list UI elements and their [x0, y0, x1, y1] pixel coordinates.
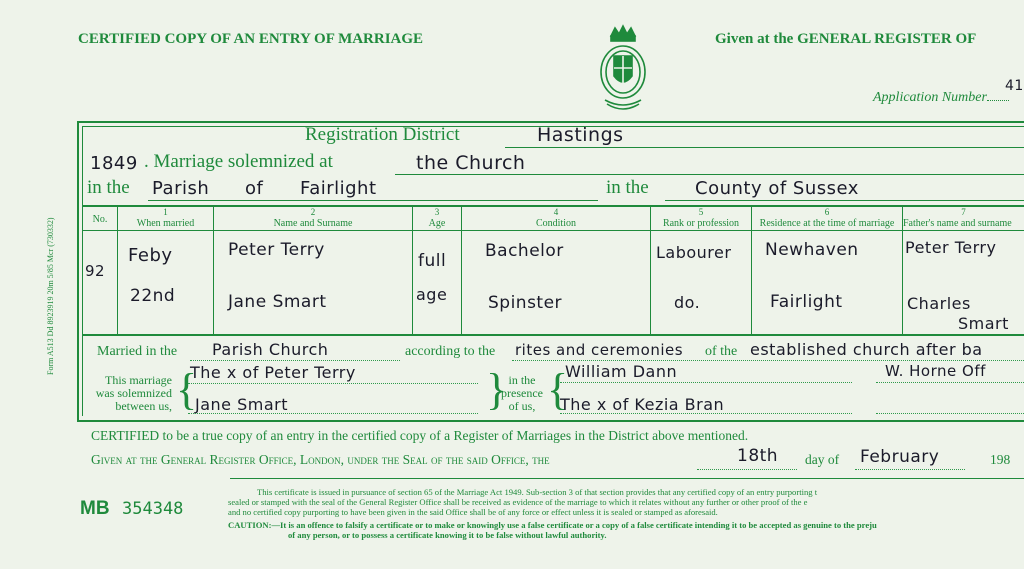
place-underline [395, 174, 1024, 175]
column-father-label: Father's name and surname [903, 218, 1012, 229]
left-brace: { [176, 365, 198, 414]
parish-underline [148, 200, 598, 201]
solemnized-text [88, 374, 172, 413]
column-condition-label: Condition [535, 218, 576, 229]
register-office-title: Given at the GENERAL REGISTER OF [715, 31, 977, 47]
married-in-value: Parish Church [212, 340, 329, 359]
table-bottom-border [82, 334, 1024, 336]
established-value: established church after ba [750, 340, 983, 359]
entry-rank-groom: Labourer [656, 243, 732, 262]
form-side-text: Form A513 Dd 8923919 20m 5/85 Mcr (730332) [46, 217, 55, 375]
column-name [214, 207, 412, 229]
col-divider-6 [751, 205, 752, 335]
registration-district-value: Hastings [537, 124, 624, 146]
officiant-underline [876, 382, 1024, 383]
column-no [83, 214, 117, 225]
entry-no: 92 [85, 262, 106, 280]
registration-district-label: Registration District [305, 124, 460, 145]
column-condition [462, 207, 650, 229]
footer-caution-1: CAUTION:—It is an offence to falsify a certificate or to make or knowingly use a false certificate or a copy of a false certificate intending it to be accepted as genuine to the preju [228, 520, 877, 530]
witness-1: William Dann [565, 362, 678, 381]
married-in-underline [190, 360, 400, 361]
box-bottom-border [77, 420, 1024, 422]
box-inner-left-border [82, 126, 83, 416]
application-number-label [873, 90, 1009, 106]
entry-rank-bride: do. [674, 293, 701, 312]
column-father-num: 7 [961, 207, 966, 217]
column-condition-num: 4 [553, 207, 559, 217]
column-age [413, 207, 461, 229]
column-rank-num: 5 [698, 207, 704, 217]
certified-day-of: day of [805, 452, 840, 467]
application-label: Application Number [873, 90, 987, 105]
col-divider-2 [213, 205, 214, 335]
certified-line-1: CERTIFIED to be a true copy of an entry in the certified copy of a Register of Marriages in the District above mentioned. [91, 428, 749, 443]
marriage-solemnized-label: . Marriage solemnized at [144, 151, 333, 172]
entry-condition-bride: Spinster [488, 293, 563, 313]
left-brace-2: { [547, 365, 569, 414]
signature-bride: Jane Smart [195, 395, 288, 414]
column-rank [651, 207, 751, 229]
col-divider-4 [461, 205, 462, 335]
entry-residence-bride: Fairlight [770, 292, 843, 312]
entry-father-bride-line1: Charles [907, 294, 971, 313]
box-left-border [77, 121, 79, 421]
entry-age-line2: age [416, 285, 448, 304]
entry-father-groom: Peter Terry [905, 238, 997, 257]
solemnized-line3: between us, [115, 399, 172, 413]
column-rank-label: Rank or profession [662, 218, 740, 229]
column-residence-num: 6 [824, 207, 830, 217]
parish-value: Parish [152, 178, 210, 199]
in-the-label: in the [87, 177, 130, 198]
according-label: according to the [405, 344, 496, 359]
rites-value: rites and ceremonies [515, 341, 684, 359]
certified-line-2-prefix: Given at the General Register Office, London, under the Seal of the said Office, the [91, 452, 550, 467]
col-divider-7 [902, 205, 903, 335]
col-divider-5 [650, 205, 651, 335]
county-underline [665, 200, 1024, 201]
presence-line3: of us, [508, 399, 536, 413]
footer-note-2: sealed or stamped with the seal of the General Register Office shall be received as evidence of the marriage to which it relates without any further or other proof of the e [228, 497, 808, 507]
entry-when-line1: Feby [128, 245, 173, 266]
registration-year-value: 1849 [90, 153, 138, 174]
rites-underline [512, 360, 1024, 361]
of-the-label: of the [705, 344, 738, 359]
certified-month: February [860, 447, 940, 467]
column-residence [752, 207, 902, 229]
in-the-label-2: in the [606, 177, 649, 198]
col-divider-1 [117, 205, 118, 335]
footer-separator [230, 478, 1024, 479]
witness-2: The x of Kezia Bran [560, 395, 725, 414]
officiant-signature: W. Horne Off [885, 362, 986, 380]
serial-number: 354348 [122, 499, 184, 519]
presence-line2: presence [501, 386, 543, 400]
column-age-num: 3 [434, 207, 440, 217]
marriage-place-value: the Church [416, 152, 526, 174]
certified-day: 18th [737, 446, 779, 466]
witness-1-underline [560, 382, 852, 383]
application-number-value: 41 [1005, 78, 1024, 94]
column-father [903, 207, 1024, 229]
column-age-label: Age [428, 218, 446, 229]
entry-residence-groom: Newhaven [765, 240, 859, 260]
signature-bride-underline [188, 413, 478, 414]
certified-year: 198 [990, 452, 1011, 467]
solemnized-line2: was solemnized [95, 386, 172, 400]
district-underline [505, 147, 1024, 148]
solemnized-line1: This marriage [105, 373, 172, 387]
parish-name-value: Fairlight [300, 178, 377, 199]
presence-text [497, 374, 547, 413]
married-in-label: Married in the [97, 344, 178, 359]
footer-note-1: This certificate is issued in pursuance of section 65 of the Marriage Act 1949. Sub-section 3 of that section provides that any certified copy of an entry purporting t [257, 487, 818, 497]
certificate-title: CERTIFIED COPY OF AN ENTRY OF MARRIAGE [78, 31, 424, 47]
signature-groom-underline [188, 383, 478, 384]
footer-caution-2: of any person, or to possess a certificate knowing it to be false without lawful authority. [288, 530, 607, 540]
entry-name-groom: Peter Terry [228, 240, 325, 260]
column-when-married [118, 207, 213, 229]
column-name-label: Name and Surname [273, 218, 353, 229]
column-residence-label: Residence at the time of marriage [759, 218, 895, 229]
column-when-married-num: 1 [163, 207, 168, 217]
officiant-underline-2 [876, 413, 1024, 414]
presence-line1: in the [508, 373, 536, 387]
royal-coat-of-arms-icon [597, 22, 649, 114]
table-header-bottom [82, 230, 1024, 231]
column-when-married-label: When married [136, 218, 195, 229]
entry-age-line1: full [418, 251, 447, 271]
col-divider-3 [412, 205, 413, 335]
entry-father-bride-line2: Smart [958, 314, 1009, 333]
entry-condition-groom: Bachelor [485, 241, 564, 261]
of-label: of [245, 178, 264, 199]
certified-month-underline [855, 469, 965, 470]
column-no-label: No. [92, 214, 108, 225]
serial-prefix: MB [80, 498, 110, 519]
column-name-num: 2 [310, 207, 316, 217]
certified-day-underline [697, 469, 797, 470]
witness-2-underline [560, 413, 852, 414]
entry-when-line2: 22nd [130, 286, 176, 306]
footer-note-3: and no certified copy purporting to have been given in the said Office shall be of any force or effect unless it is sealed or stamped as aforesaid. [228, 507, 718, 517]
signature-groom: The x of Peter Terry [190, 363, 356, 382]
county-value: County of Sussex [695, 178, 859, 199]
entry-name-bride: Jane Smart [228, 292, 327, 312]
right-brace-1: } [486, 365, 508, 414]
box-top-border [77, 121, 1024, 123]
